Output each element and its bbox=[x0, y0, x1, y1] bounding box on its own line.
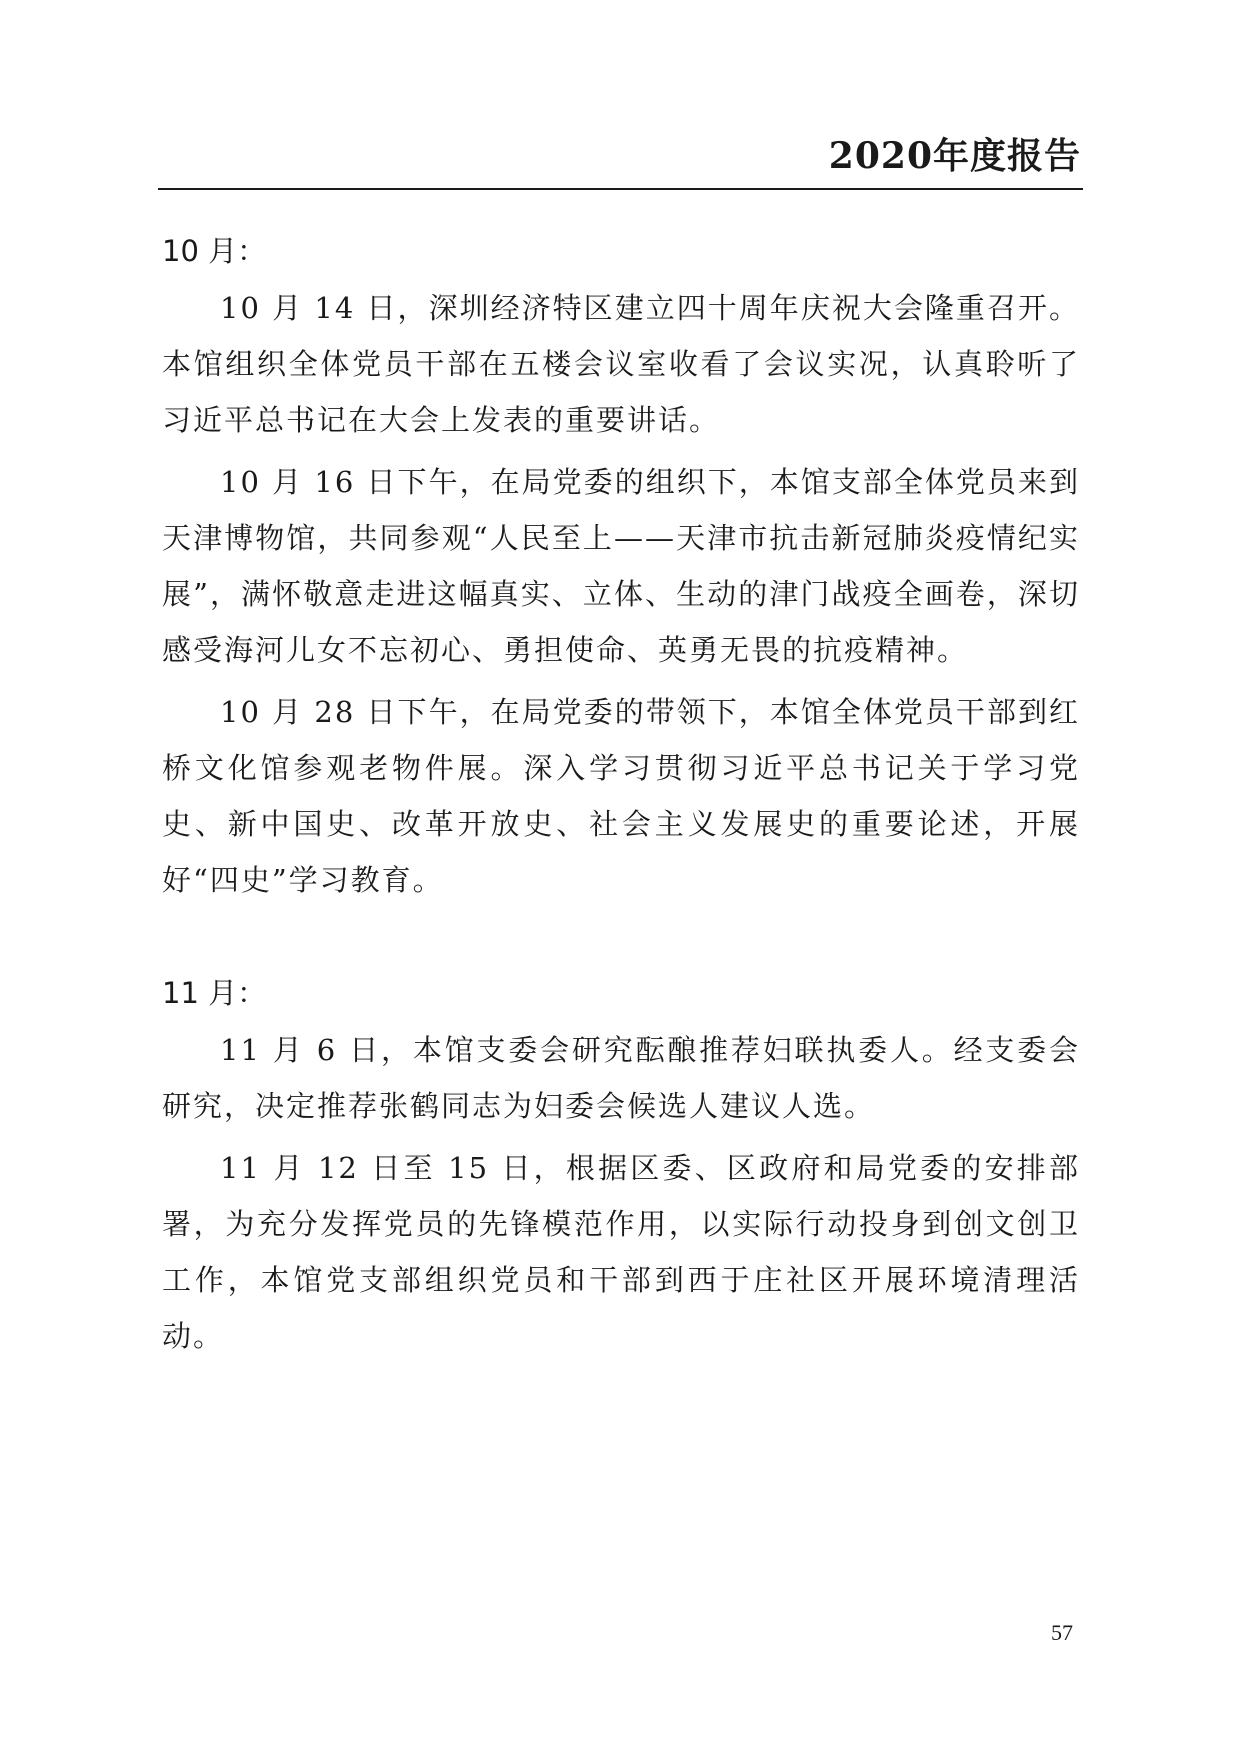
header-divider bbox=[158, 188, 1083, 190]
paragraph: 10 月 16 日下午，在局党委的组织下，本馆支部全体党员来到天津博物馆，共同参观“人民至上——天津市抗击新冠肺炎疫情纪实展”，满怀敬意走进这幅真实、立体、生动的津门战疫全画卷，深切感受海河儿女不忘初心、勇担使命、英勇无畏的抗疫精神。 bbox=[162, 465, 1080, 667]
page-number: 57 bbox=[1051, 1620, 1073, 1645]
section-title: 11 月： bbox=[162, 976, 267, 1010]
paragraph: 10 月 28 日下午，在局党委的带领下，本馆全体党员干部到红桥文化馆参观老物件展。深入学习贯彻习近平总书记关于学习党史、新中国史、改革开放史、社会主义发展史的重要论述，开展好“四史”学习教育。 bbox=[162, 695, 1080, 897]
paragraph: 11 月 6 日，本馆支委会研究酝酿推荐妇联执委人。经支委会研究，决定推荐张鹤同志为妇委会候选人建议人选。 bbox=[162, 1033, 1080, 1123]
section-november bbox=[162, 964, 1080, 1364]
section-title: 10 月： bbox=[162, 234, 267, 268]
document-body bbox=[162, 222, 1080, 1370]
paragraph: 11 月 12 日至 15 日，根据区委、区政府和局党委的安排部署，为充分发挥党员的先锋模范作用，以实际行动投身到创文创卫工作，本馆党支部组织党员和干部到西于庄社区开展环境清理活动。 bbox=[162, 1151, 1080, 1353]
section-october bbox=[162, 222, 1080, 908]
paragraph: 10 月 14 日，深圳经济特区建立四十周年庆祝大会隆重召开。本馆组织全体党员干部在五楼会议室收看了会议实况，认真聆听了习近平总书记在大会上发表的重要讲话。 bbox=[162, 291, 1080, 437]
report-header-title: 2020年度报告 bbox=[828, 135, 1081, 177]
